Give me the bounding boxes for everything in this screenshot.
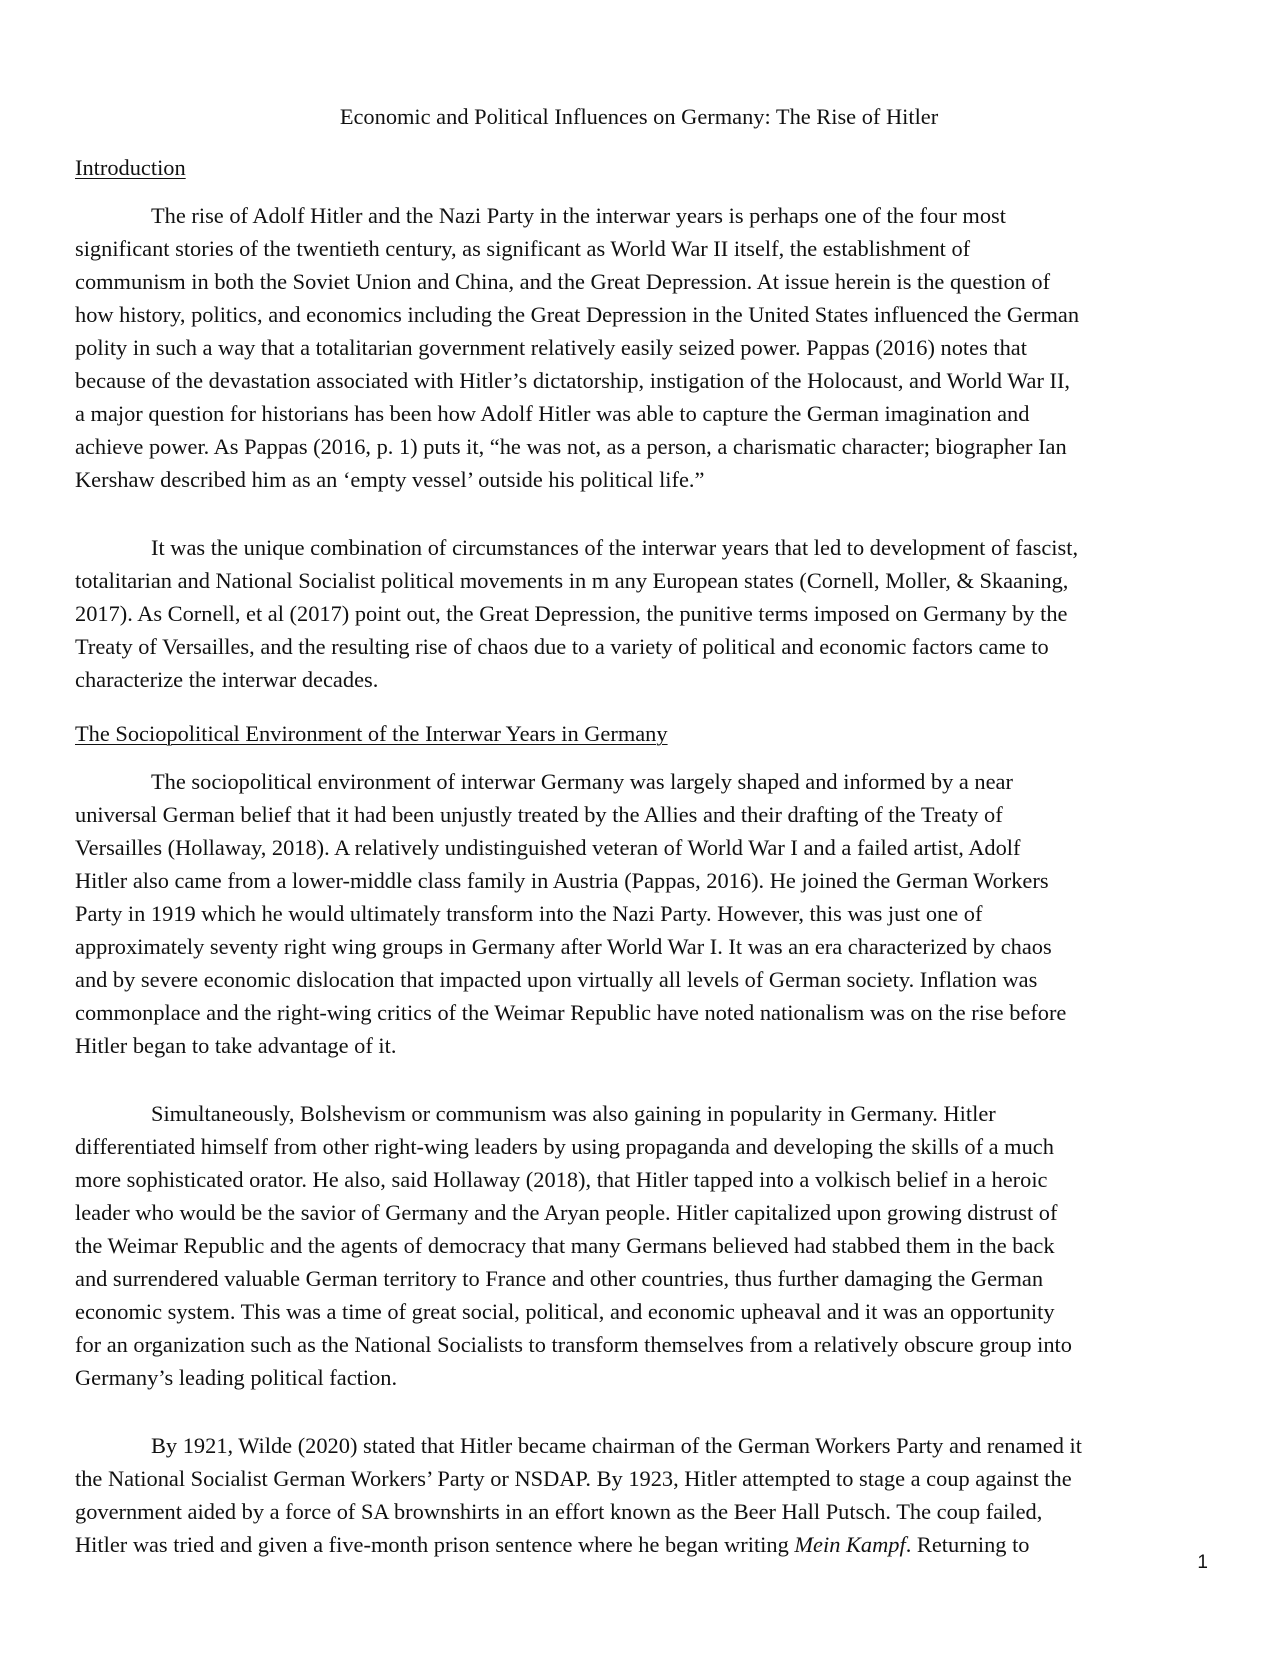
paragraph-sociopolitical-1 [75, 765, 1215, 1062]
book-title: Mein Kampf [794, 1532, 906, 1557]
text-line: differentiated himself from other right-wing leaders by using propaganda and developing the skills of a much [75, 1134, 1054, 1159]
text-line: It was the unique combination of circumstances of the interwar years that led to development of fascist, [151, 535, 1079, 560]
text-line: and surrendered valuable German territory to France and other countries, thus further damaging the German [75, 1266, 1044, 1291]
text-line: Treaty of Versailles, and the resulting rise of chaos due to a variety of political and economic factors came to [75, 634, 1049, 659]
text-line: polity in such a way that a totalitarian government relatively easily seized power. Pappas (2016) notes that [75, 335, 1027, 360]
text-line: significant stories of the twentieth century, as significant as World War II itself, the establishment of [75, 236, 971, 261]
text-line: The rise of Adolf Hitler and the Nazi Party in the interwar years is perhaps one of the four most [151, 203, 1006, 228]
text-line: achieve power. As Pappas (2016, p. 1) puts it, “he was not, as a person, a charismatic character; biographer Ian [75, 434, 1067, 459]
text-run: Hitler was tried and given a five-month prison sentence where he began writing [75, 1532, 795, 1557]
text-line: because of the devastation associated with Hitler’s dictatorship, instigation of the Holocaust, and World War II, [75, 368, 1071, 393]
text-line: The sociopolitical environment of interwar Germany was largely shaped and informed by a near [151, 769, 1013, 794]
text-line: how history, politics, and economics including the Great Depression in the United States influenced the German [75, 302, 1080, 327]
text-line: economic system. This was a time of great social, political, and economic upheaval and it was an opportunity [75, 1299, 1055, 1324]
paragraph-sociopolitical-3 [75, 1429, 1215, 1561]
section-heading-sociopolitical: The Sociopolitical Environment of the Interwar Years in Germany [75, 721, 668, 746]
text-line: Hitler also came from a lower-middle class family in Austria (Pappas, 2016). He joined the German Workers [75, 868, 1049, 893]
section-heading-introduction: Introduction [75, 155, 186, 180]
text-line: communism in both the Soviet Union and China, and the Great Depression. At issue herein is the question of [75, 269, 1051, 294]
text-run: . Returning to [905, 1532, 1030, 1557]
paragraph-intro-2 [75, 531, 1215, 696]
text-line: the National Socialist German Workers’ Party or NSDAP. By 1923, Hitler attempted to stage a coup against the [75, 1466, 1072, 1491]
text-line: government aided by a force of SA brownshirts in an effort known as the Beer Hall Putsch. The coup failed, [75, 1499, 1043, 1524]
text-line: Germany’s leading political faction. [75, 1365, 398, 1390]
paragraph-sociopolitical-2 [75, 1097, 1215, 1394]
text-line: the Weimar Republic and the agents of democracy that many Germans believed had stabbed them in the back [75, 1233, 1055, 1258]
text-line: approximately seventy right wing groups in Germany after World War I. It was an era characterized by chaos [75, 934, 1052, 959]
text-line: characterize the interwar decades. [75, 667, 379, 692]
paragraph-intro-1 [75, 199, 1215, 496]
text-line: a major question for historians has been how Adolf Hitler was able to capture the German imagination and [75, 401, 1030, 426]
text-line: Kershaw described him as an ‘empty vessel’ outside his political life.” [75, 467, 705, 492]
document-title: Economic and Political Influences on Germany: The Rise of Hitler [339, 104, 939, 129]
text-line [75, 1528, 1215, 1561]
text-line: universal German belief that it had been unjustly treated by the Allies and their drafting of the Treaty of [75, 802, 1003, 827]
text-line: for an organization such as the National Socialists to transform themselves from a relatively obscure group into [75, 1332, 1072, 1357]
text-line: and by severe economic dislocation that impacted upon virtually all levels of German society. Inflation was [75, 967, 1038, 992]
text-line: commonplace and the right-wing critics of the Weimar Republic have noted nationalism was on the rise before [75, 1000, 1067, 1025]
text-line: Hitler began to take advantage of it. [75, 1033, 397, 1058]
text-line: Versailles (Hollaway, 2018). A relatively undistinguished veteran of World War I and a failed artist, Adolf [75, 835, 1021, 860]
text-line: Simultaneously, Bolshevism or communism was also gaining in popularity in Germany. Hitler [151, 1101, 996, 1126]
text-line: By 1921, Wilde (2020) stated that Hitler became chairman of the German Workers Party and renamed it [151, 1433, 1082, 1458]
text-line: more sophisticated orator. He also, said Hollaway (2018), that Hitler tapped into a volkisch belief in a heroic [75, 1167, 1048, 1192]
text-line: Party in 1919 which he would ultimately transform into the Nazi Party. However, this was just one of [75, 901, 983, 926]
page-number: 1 [1197, 1552, 1208, 1573]
text-line: leader who would be the savior of Germany and the Aryan people. Hitler capitalized upon growing distrust of [75, 1200, 1058, 1225]
text-line: 2017). As Cornell, et al (2017) point out, the Great Depression, the punitive terms imposed on Germany by the [75, 601, 1068, 626]
text-line: totalitarian and National Socialist political movements in m any European states (Cornell, Moller, & Skaaning, [75, 568, 1069, 593]
